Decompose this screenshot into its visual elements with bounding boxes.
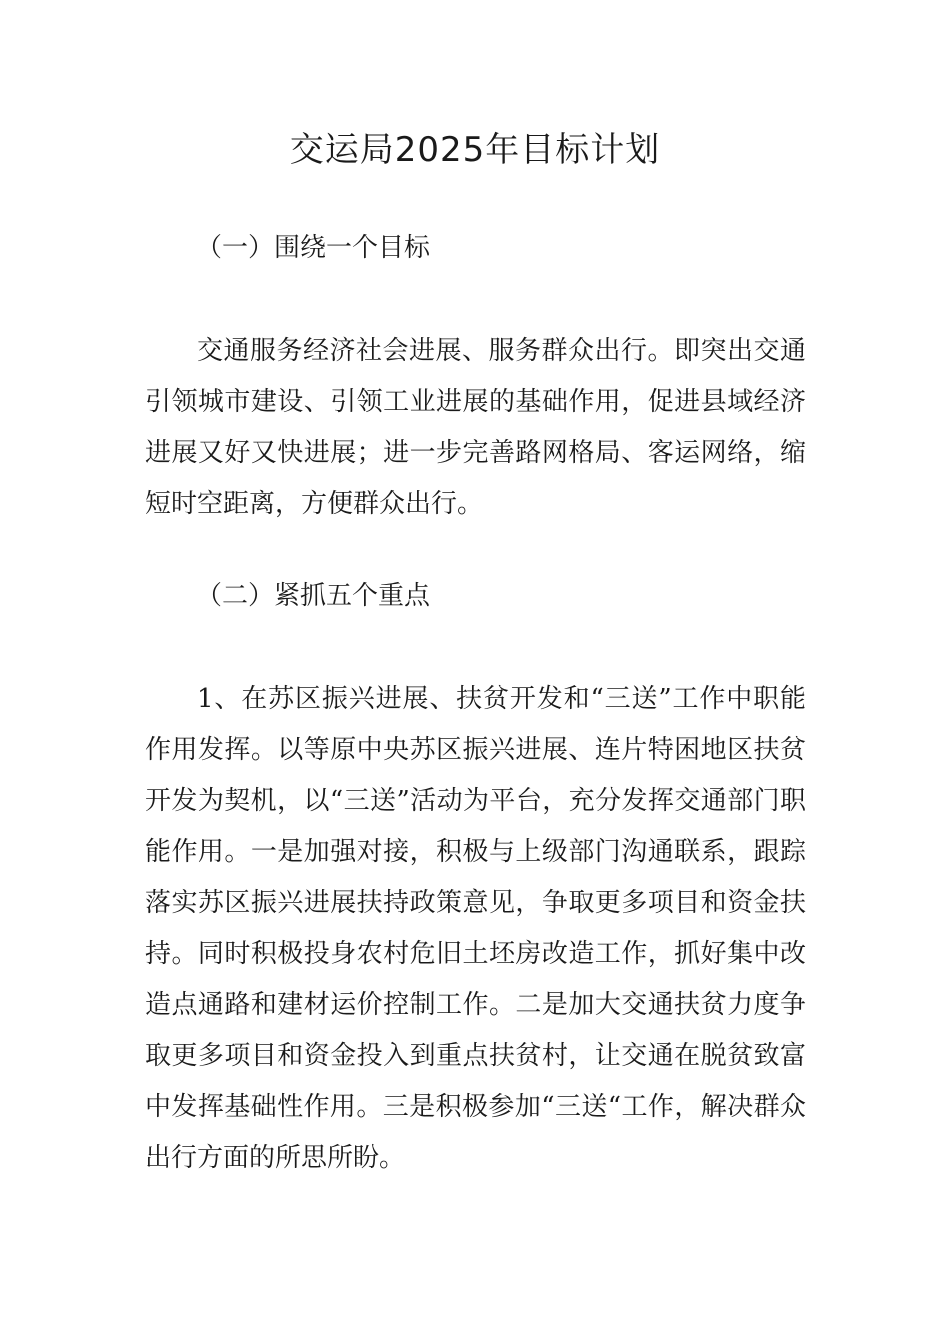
section-paragraph-2: 1、在苏区振兴进展、扶贫开发和“三送”工作中职能作用发挥。以等原中央苏区振兴进展、连片特困地区扶贫开发为契机，以“三送”活动为平台，充分发挥交通部门职能作用。一是加强对接，积极与上级部门沟通联系，跟踪落实苏区振兴进展扶持政策意见，争取更多项目和资金扶持。同时积极投身农村危旧土坯房改造工作，抓好集中改造点通路和建材运价控制工作。二是加大交通扶贫力度争取更多项目和资金投入到重点扶贫村，让交通在脱贫致富中发挥基础性作用。三是积极参加“三送“工作，解决群众出行方面的所思所盼。 [145,684,806,1173]
document-title: 交运局2025年目标计划 [289,130,661,170]
section-paragraph-1: 交通服务经济社会进展、服务群众出行。即突出交通引领城市建设、引领工业进展的基础作用，促进县域经济进展又好又快进展；进一步完善路网格局、客运网络，缩短时空距离，方便群众出行。 [145,336,806,519]
section-heading-1: （一）围绕一个目标 [196,233,431,263]
section-heading-2: （二）紧抓五个重点 [196,581,431,611]
